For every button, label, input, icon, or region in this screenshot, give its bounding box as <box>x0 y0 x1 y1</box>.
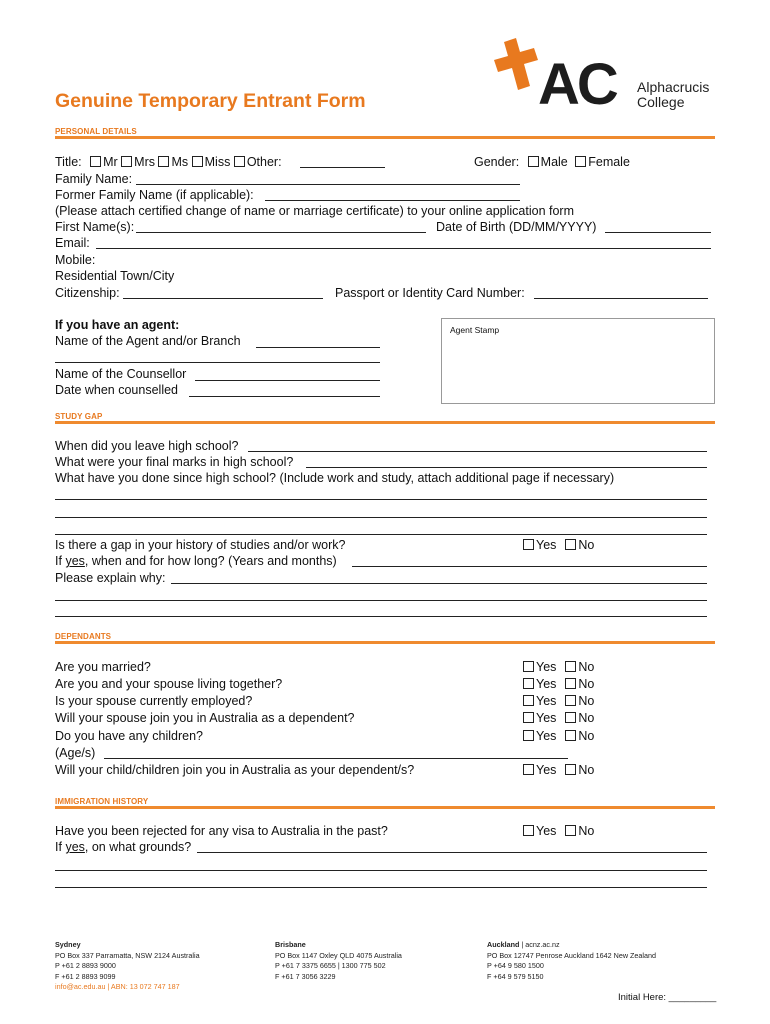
yes-label: Yes <box>536 677 557 691</box>
gap-when-label <box>55 554 337 569</box>
footer-auckland-city: Auckland <box>487 940 520 949</box>
title-mr-checkbox[interactable] <box>90 156 101 167</box>
if-word: If <box>55 554 62 568</box>
no-label: No <box>578 729 595 743</box>
children-join-yes-no <box>523 763 594 778</box>
children-label: Do you have any children? <box>55 729 204 743</box>
first-names-field[interactable] <box>136 232 426 233</box>
yes-label: Yes <box>536 711 557 725</box>
living-together-yes-checkbox[interactable] <box>523 678 534 689</box>
yes-label: Yes <box>536 660 557 674</box>
email-label: Email: <box>55 236 90 250</box>
section-divider <box>55 136 715 139</box>
gap-yes-no <box>523 538 594 553</box>
married-yes-checkbox[interactable] <box>523 661 534 672</box>
spouse-employed-yes-no <box>523 694 594 709</box>
children-no-checkbox[interactable] <box>565 730 576 741</box>
dob-field[interactable] <box>605 232 711 233</box>
no-label: No <box>578 824 595 838</box>
gap-when-text: when and for how long? (Years and months) <box>91 554 337 568</box>
cross-logo-icon <box>490 38 540 102</box>
gap-question: Is there a gap in your history of studies and/or work? <box>55 538 346 552</box>
children-join-no-checkbox[interactable] <box>565 764 576 775</box>
footer-auckland-site[interactable]: | acnz.ac.nz <box>521 940 560 949</box>
gap-yes-checkbox[interactable] <box>523 539 534 550</box>
explain-field-2[interactable] <box>55 600 707 601</box>
logo-letters: AC <box>538 52 616 117</box>
date-counselled-field[interactable] <box>189 396 380 397</box>
title-miss-label: Miss <box>204 155 231 169</box>
gender-row <box>474 155 630 170</box>
footer-sydney-email[interactable]: info@ac.edu.au | ABN: 13 072 747 187 <box>55 982 180 991</box>
section-heading-dependants: DEPENDANTS <box>55 632 112 641</box>
title-row <box>55 155 282 170</box>
mobile-label: Mobile: <box>55 253 96 267</box>
title-other-label: Other: <box>246 155 282 169</box>
initial-here[interactable]: Initial Here: _________ <box>618 992 717 1003</box>
form-title: Genuine Temporary Entrant Form <box>55 90 366 112</box>
passport-field[interactable] <box>534 298 708 299</box>
children-join-label: Will your child/children join you in Australia as your dependent/s? <box>55 763 415 777</box>
agent-stamp-box <box>441 318 715 404</box>
since-school-label: What have you done since high school? (Include work and study, attach additional page if necessary) <box>55 471 615 485</box>
yes-word: yes <box>65 554 85 568</box>
yes-word: yes <box>65 840 85 854</box>
rejected-label: Have you been rejected for any visa to Australia in the past? <box>55 824 388 838</box>
spouse-join-yes-checkbox[interactable] <box>523 712 534 723</box>
no-label: No <box>578 763 595 777</box>
footer-brisbane <box>275 940 402 982</box>
rejected-no-checkbox[interactable] <box>565 825 576 836</box>
yes-label: Yes <box>536 824 557 838</box>
citizenship-label: Citizenship: <box>55 286 120 300</box>
agent-stamp-label: Agent Stamp <box>450 325 500 335</box>
yes-label: Yes <box>536 763 557 777</box>
family-name-label: Family Name: <box>55 172 133 186</box>
first-names-label: First Name(s): <box>55 220 135 234</box>
rejected-yes-no <box>523 824 594 839</box>
family-name-field[interactable] <box>136 184 520 185</box>
spouse-employed-label: Is your spouse currently employed? <box>55 694 253 708</box>
gender-female-label: Female <box>588 155 630 169</box>
title-label: Title: <box>55 155 82 169</box>
married-label: Are you married? <box>55 660 151 674</box>
spouse-join-label: Will your spouse join you in Australia as a dependent? <box>55 711 355 725</box>
footer-sydney-address: PO Box 337 Parramatta, NSW 2124 Australia <box>55 950 200 960</box>
title-other-field[interactable] <box>300 167 385 168</box>
footer-brisbane-phone: P +61 7 3375 6655 | 1300 775 502 <box>275 961 386 970</box>
spouse-join-yes-no <box>523 711 594 726</box>
footer-brisbane-city: Brisbane <box>275 940 306 949</box>
gap-no-checkbox[interactable] <box>565 539 576 550</box>
agent-heading: If you have an agent: <box>55 318 180 332</box>
yes-label: Yes <box>536 729 557 743</box>
date-counselled-label: Date when counselled <box>55 383 178 397</box>
if-word: If <box>55 840 62 854</box>
footer-sydney <box>55 940 200 993</box>
explain-field-1[interactable] <box>171 583 707 584</box>
section-divider <box>55 641 715 644</box>
living-together-no-checkbox[interactable] <box>565 678 576 689</box>
married-yes-no <box>523 660 594 675</box>
children-yes-no <box>523 729 594 744</box>
yes-label: Yes <box>536 694 557 708</box>
left-school-field[interactable] <box>248 451 707 452</box>
footer-sydney-city: Sydney <box>55 940 81 949</box>
agent-name-field[interactable] <box>256 347 380 348</box>
living-together-yes-no <box>523 677 594 692</box>
footer-auckland <box>487 940 656 982</box>
email-field[interactable] <box>96 248 711 249</box>
final-marks-field[interactable] <box>306 467 707 468</box>
attach-note: (Please attach certified change of name or marriage certificate) to your online application form <box>55 204 575 218</box>
footer-brisbane-address: PO Box 1147 Oxley QLD 4075 Australia <box>275 950 402 960</box>
section-heading-immigration: IMMIGRATION HISTORY <box>55 797 149 806</box>
comma: , <box>84 840 89 854</box>
former-family-name-field[interactable] <box>265 200 520 201</box>
footer-sydney-fax: F +61 2 8893 9099 <box>55 971 116 981</box>
children-yes-checkbox[interactable] <box>523 730 534 741</box>
residential-label: Residential Town/City <box>55 269 175 283</box>
ages-label: (Age/s) <box>55 746 96 760</box>
dob-label: Date of Birth (DD/MM/YYYY) <box>436 220 597 234</box>
grounds-text: on what grounds? <box>91 840 192 854</box>
counsellor-label: Name of the Counsellor <box>55 367 187 381</box>
grounds-label <box>55 840 191 855</box>
logo-line-1: Alphacrucis <box>637 79 710 95</box>
spouse-join-no-checkbox[interactable] <box>565 712 576 723</box>
footer-brisbane-fax: F +61 7 3056 3229 <box>275 971 336 981</box>
logo-college-name <box>637 80 709 110</box>
title-mr-label: Mr <box>103 155 118 169</box>
citizenship-field[interactable] <box>123 298 323 299</box>
gender-label: Gender: <box>474 155 520 169</box>
footer-sydney-phone: P +61 2 8893 9000 <box>55 961 116 970</box>
spouse-employed-no-checkbox[interactable] <box>565 695 576 706</box>
logo-line-2: College <box>637 94 685 110</box>
ages-field[interactable] <box>104 758 568 759</box>
explain-field-3[interactable] <box>55 616 707 617</box>
explain-label: Please explain why: <box>55 571 166 585</box>
no-label: No <box>578 677 595 691</box>
title-mrs-label: Mrs <box>134 155 155 169</box>
title-miss-checkbox[interactable] <box>192 156 203 167</box>
children-join-yes-checkbox[interactable] <box>523 764 534 775</box>
gender-male-label: Male <box>540 155 568 169</box>
title-other-checkbox[interactable] <box>234 156 245 167</box>
passport-label: Passport or Identity Card Number: <box>335 286 525 300</box>
gender-female-checkbox[interactable] <box>575 156 586 167</box>
final-marks-label: What were your final marks in high school? <box>55 455 294 469</box>
since-school-field-3[interactable] <box>55 534 707 535</box>
since-school-field-2[interactable] <box>55 517 707 518</box>
agent-name-field-2[interactable] <box>55 362 380 363</box>
title-ms-checkbox[interactable] <box>158 156 169 167</box>
left-school-label: When did you leave high school? <box>55 439 239 453</box>
former-family-name-label: Former Family Name (if applicable): <box>55 188 254 202</box>
gap-when-field[interactable] <box>352 566 707 567</box>
footer-auckland-fax: F +64 9 579 5150 <box>487 971 544 981</box>
spouse-employed-yes-checkbox[interactable] <box>523 695 534 706</box>
no-label: No <box>578 538 595 552</box>
grounds-field-3[interactable] <box>55 887 707 888</box>
gender-male-checkbox[interactable] <box>528 156 539 167</box>
no-label: No <box>578 694 595 708</box>
footer-auckland-phone: P +64 9 580 1500 <box>487 961 544 970</box>
agent-name-label: Name of the Agent and/or Branch <box>55 334 241 348</box>
married-no-checkbox[interactable] <box>565 661 576 672</box>
title-mrs-checkbox[interactable] <box>121 156 132 167</box>
grounds-field-1[interactable] <box>197 852 707 853</box>
section-heading-personal: PERSONAL DETAILS <box>55 127 137 136</box>
no-label: No <box>578 711 595 725</box>
grounds-field-2[interactable] <box>55 870 707 871</box>
section-heading-study-gap: STUDY GAP <box>55 412 103 421</box>
title-ms-label: Ms <box>171 155 189 169</box>
living-together-label: Are you and your spouse living together? <box>55 677 283 691</box>
since-school-field-1[interactable] <box>55 499 707 500</box>
no-label: No <box>578 660 595 674</box>
section-divider <box>55 806 715 809</box>
yes-label: Yes <box>536 538 557 552</box>
rejected-yes-checkbox[interactable] <box>523 825 534 836</box>
comma: , <box>84 554 89 568</box>
counsellor-field[interactable] <box>195 380 380 381</box>
footer-auckland-address: PO Box 12747 Penrose Auckland 1642 New Zealand <box>487 950 657 960</box>
section-divider <box>55 421 715 424</box>
